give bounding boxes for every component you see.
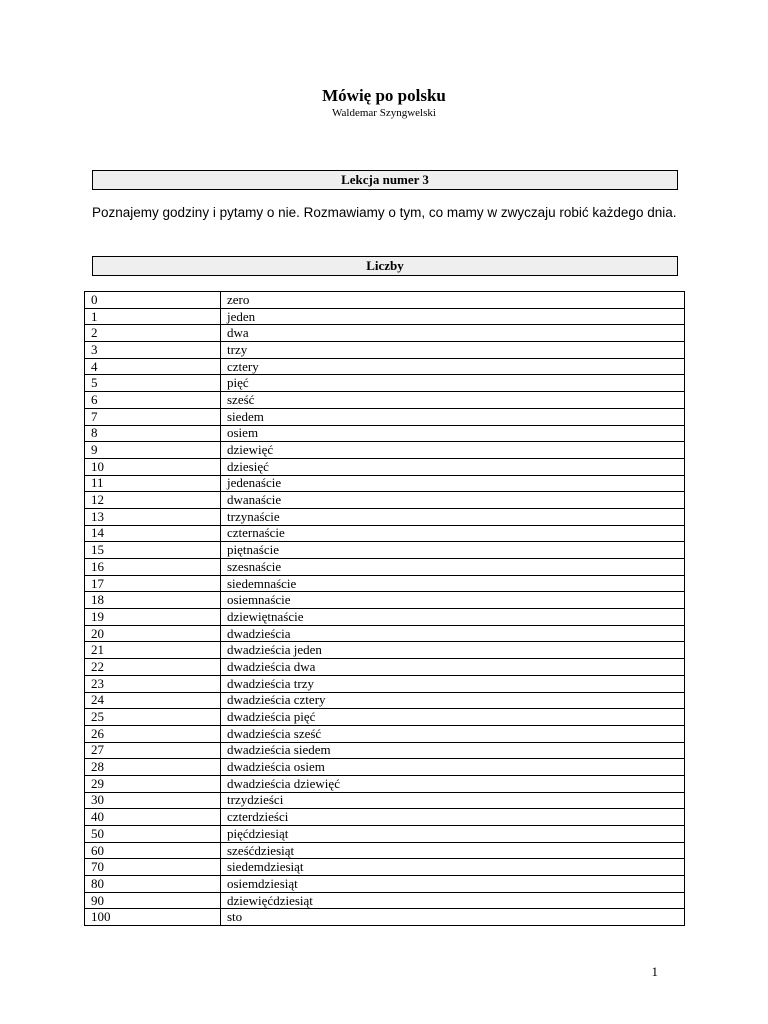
table-row [85, 375, 685, 392]
number-cell: 50 [85, 826, 221, 843]
table-row [85, 725, 685, 742]
word-cell: dwa [221, 325, 685, 342]
number-cell: 28 [85, 759, 221, 776]
number-cell: 1 [85, 308, 221, 325]
table-row [85, 609, 685, 626]
table-row [85, 892, 685, 909]
number-cell: 90 [85, 892, 221, 909]
number-cell: 20 [85, 625, 221, 642]
number-cell: 5 [85, 375, 221, 392]
word-cell: pięćdziesiąt [221, 826, 685, 843]
number-cell: 19 [85, 609, 221, 626]
word-cell: jeden [221, 308, 685, 325]
table-row [85, 575, 685, 592]
number-cell: 9 [85, 442, 221, 459]
number-cell: 16 [85, 559, 221, 576]
number-cell: 18 [85, 592, 221, 609]
number-cell: 2 [85, 325, 221, 342]
word-cell: trzydzieści [221, 792, 685, 809]
table-row [85, 475, 685, 492]
table-row [85, 876, 685, 893]
table-row [85, 425, 685, 442]
number-cell: 11 [85, 475, 221, 492]
table-row [85, 809, 685, 826]
number-cell: 26 [85, 725, 221, 742]
number-cell: 29 [85, 775, 221, 792]
word-cell: szesnaście [221, 559, 685, 576]
lesson-heading: Lekcja numer 3 [92, 170, 678, 190]
number-cell: 8 [85, 425, 221, 442]
intro-paragraph: Poznajemy godziny i pytamy o nie. Rozmawiamy o tym, co mamy w zwyczaju robić każdego dnia. [92, 205, 677, 220]
table-row [85, 442, 685, 459]
table-row [85, 542, 685, 559]
word-cell: dwadzieścia trzy [221, 675, 685, 692]
word-cell: dwadzieścia dwa [221, 659, 685, 676]
word-cell: sto [221, 909, 685, 926]
table-row [85, 392, 685, 409]
word-cell: dziewięćdziesiąt [221, 892, 685, 909]
number-cell: 25 [85, 709, 221, 726]
word-cell: piętnaście [221, 542, 685, 559]
table-row [85, 675, 685, 692]
number-cell: 80 [85, 876, 221, 893]
table-row [85, 709, 685, 726]
table-row [85, 842, 685, 859]
table-row [85, 492, 685, 509]
word-cell: dwadzieścia sześć [221, 725, 685, 742]
word-cell: trzynaście [221, 508, 685, 525]
number-cell: 13 [85, 508, 221, 525]
word-cell: dwadzieścia dziewięć [221, 775, 685, 792]
number-cell: 21 [85, 642, 221, 659]
number-cell: 100 [85, 909, 221, 926]
table-row [85, 358, 685, 375]
table-row [85, 325, 685, 342]
section-heading: Liczby [92, 256, 678, 276]
table-row [85, 292, 685, 309]
number-cell: 30 [85, 792, 221, 809]
table-row [85, 525, 685, 542]
number-cell: 40 [85, 809, 221, 826]
table-row [85, 508, 685, 525]
table-row [85, 342, 685, 359]
numbers-table [84, 291, 685, 926]
table-row [85, 859, 685, 876]
table-row [85, 308, 685, 325]
word-cell: zero [221, 292, 685, 309]
document-author: Waldemar Szyngwelski [332, 107, 436, 119]
number-cell: 17 [85, 575, 221, 592]
word-cell: sześćdziesiąt [221, 842, 685, 859]
word-cell: dwadzieścia osiem [221, 759, 685, 776]
number-cell: 10 [85, 458, 221, 475]
table-row [85, 909, 685, 926]
word-cell: jedenaście [221, 475, 685, 492]
word-cell: dziewięć [221, 442, 685, 459]
number-cell: 7 [85, 408, 221, 425]
table-row [85, 759, 685, 776]
word-cell: cztery [221, 358, 685, 375]
table-row [85, 775, 685, 792]
number-cell: 27 [85, 742, 221, 759]
number-cell: 24 [85, 692, 221, 709]
word-cell: dwadzieścia pięć [221, 709, 685, 726]
table-row [85, 792, 685, 809]
word-cell: pięć [221, 375, 685, 392]
table-row [85, 592, 685, 609]
number-cell: 6 [85, 392, 221, 409]
page-number: 1 [651, 964, 658, 979]
table-row [85, 408, 685, 425]
word-cell: dwanaście [221, 492, 685, 509]
table-row [85, 659, 685, 676]
number-cell: 4 [85, 358, 221, 375]
table-row [85, 742, 685, 759]
number-cell: 70 [85, 859, 221, 876]
word-cell: osiemdziesiąt [221, 876, 685, 893]
word-cell: trzy [221, 342, 685, 359]
word-cell: dziewiętnaście [221, 609, 685, 626]
number-cell: 60 [85, 842, 221, 859]
table-row [85, 559, 685, 576]
number-cell: 0 [85, 292, 221, 309]
word-cell: dziesięć [221, 458, 685, 475]
table-row [85, 642, 685, 659]
document-title: Mówię po polsku [322, 86, 446, 105]
word-cell: osiemnaście [221, 592, 685, 609]
word-cell: osiem [221, 425, 685, 442]
number-cell: 14 [85, 525, 221, 542]
number-cell: 12 [85, 492, 221, 509]
table-row [85, 826, 685, 843]
number-cell: 22 [85, 659, 221, 676]
number-cell: 3 [85, 342, 221, 359]
word-cell: siedemnaście [221, 575, 685, 592]
word-cell: czterdzieści [221, 809, 685, 826]
table-row [85, 692, 685, 709]
word-cell: dwadzieścia [221, 625, 685, 642]
word-cell: siedemdziesiąt [221, 859, 685, 876]
number-cell: 15 [85, 542, 221, 559]
word-cell: dwadzieścia jeden [221, 642, 685, 659]
number-cell: 23 [85, 675, 221, 692]
word-cell: sześć [221, 392, 685, 409]
table-row [85, 625, 685, 642]
table-row [85, 458, 685, 475]
word-cell: siedem [221, 408, 685, 425]
word-cell: czternaście [221, 525, 685, 542]
word-cell: dwadzieścia cztery [221, 692, 685, 709]
word-cell: dwadzieścia siedem [221, 742, 685, 759]
